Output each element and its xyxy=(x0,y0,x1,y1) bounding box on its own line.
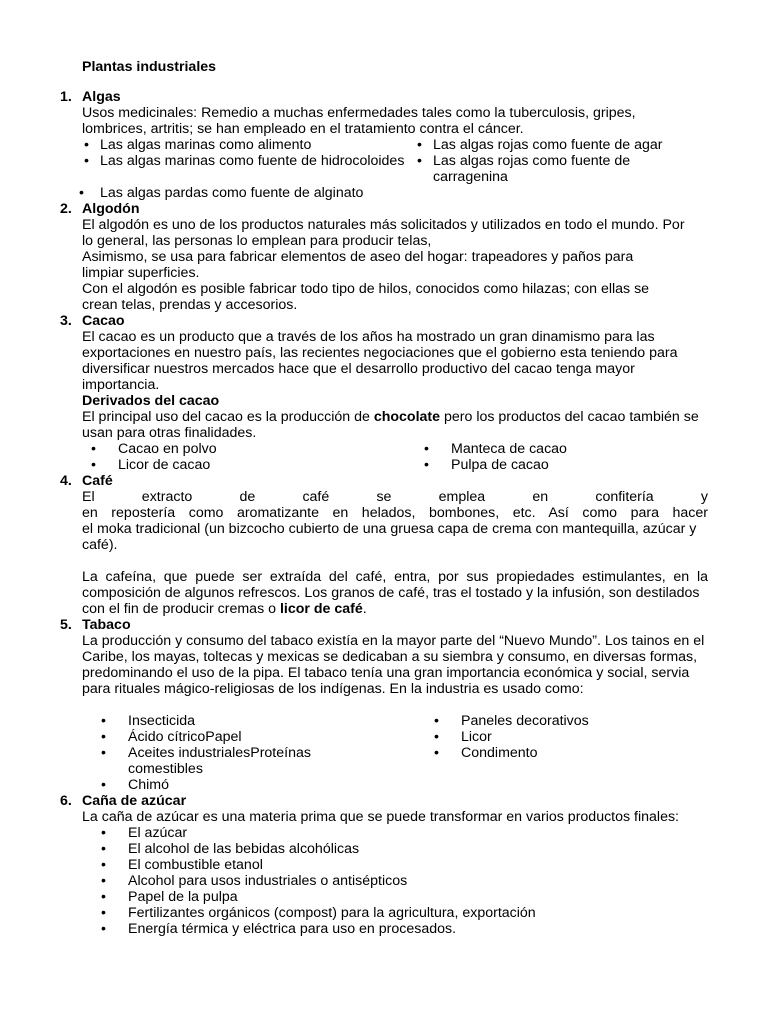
section-algas xyxy=(60,89,708,201)
bullet-columns xyxy=(82,137,708,185)
bullet-icon: • xyxy=(417,153,422,169)
section-number: 5. xyxy=(60,617,72,633)
section-heading: Tabaco xyxy=(82,617,131,633)
list-item: • Las algas marinas como fuente de hidrocoloides xyxy=(84,153,405,169)
bullet-columns xyxy=(82,441,708,473)
list-item: • Insecticida xyxy=(101,713,196,729)
list-item: • El azúcar xyxy=(101,825,188,841)
bullet-icon: • xyxy=(101,905,106,921)
bullet-icon: • xyxy=(101,873,106,889)
bullet-icon: • xyxy=(84,137,89,153)
section-heading: Café xyxy=(82,473,113,489)
list-item: • Licor de cacao xyxy=(91,457,211,473)
bullet-icon: • xyxy=(101,857,106,873)
bullet-columns xyxy=(82,713,708,793)
section-number: 1. xyxy=(60,89,72,105)
paragraph-line: Asimismo, se usa para fabricar elementos de aseo del hogar: trapeadores y paños para xyxy=(82,249,634,265)
bullet-icon: • xyxy=(91,441,96,457)
bullet-icon: • xyxy=(91,457,96,473)
paragraph-line: lombrices, artritis; se han empleado en el tratamiento contra el cáncer. xyxy=(82,121,524,137)
paragraph-line: Usos medicinales: Remedio a muchas enfermedades tales como la tuberculosis, gripes, xyxy=(82,105,636,121)
paragraph-line: Caribe, los mayas, toltecas y mexicas se dedicaban a su siembra y consumo, en diversas formas, xyxy=(82,649,698,665)
bullet-icon: • xyxy=(101,921,106,937)
paragraph-line: usan para otras finalidades. xyxy=(82,425,257,441)
paragraph-line: El cacao es un producto que a través de los años ha mostrado un gran dinamismo para las xyxy=(82,329,655,345)
bullet-icon: • xyxy=(101,729,106,745)
section-number: 2. xyxy=(60,201,72,217)
paragraph-line: el moka tradicional (un bizcocho cubierto de una gruesa capa de crema con mantequilla, azúcar y xyxy=(82,521,697,537)
bullet-icon: • xyxy=(79,185,84,201)
section-heading: Algas xyxy=(82,89,121,105)
bullet-list-left xyxy=(82,441,415,473)
list-item: • Chimó xyxy=(101,777,169,793)
bullet-icon: • xyxy=(101,889,106,905)
bullet-icon: • xyxy=(417,137,422,153)
bullet-icon: • xyxy=(101,777,106,793)
paragraph-line: La caña de azúcar es una materia prima que se puede transformar en varios productos finales: xyxy=(82,809,679,825)
bullet-icon: • xyxy=(101,825,106,841)
bullet-list-left xyxy=(82,713,415,793)
bullet-icon: • xyxy=(424,441,429,457)
document-page xyxy=(60,59,708,937)
bold-term: chocolate xyxy=(373,409,441,425)
bullet-list-left xyxy=(82,137,415,185)
paragraph-line: con el fin de producir cremas o licor de café. xyxy=(82,601,367,617)
list-item: • Fertilizantes orgánicos (compost) para la agricultura, exportación xyxy=(101,905,536,921)
paragraph-line: crean telas, prendas y accesorios. xyxy=(82,297,298,313)
bullet-icon: • xyxy=(424,457,429,473)
section-algodon xyxy=(60,201,708,313)
paragraph-line: para rituales mágico-religiosas de los indígenas. En la industria es usado como: xyxy=(82,681,584,697)
list-item: • Las algas rojas como fuente de carragenina xyxy=(417,153,631,185)
list-item: • Pulpa de cacao xyxy=(424,457,549,473)
list-item: • Manteca de cacao xyxy=(424,441,567,457)
list-item: • Paneles decorativos xyxy=(434,713,589,729)
bullet-list-right xyxy=(415,713,675,793)
list-item: • El combustible etanol xyxy=(101,857,263,873)
section-number: 3. xyxy=(60,313,72,329)
list-item: • Cacao en polvo xyxy=(91,441,217,457)
paragraph-line: composición de algunos refrescos. Los granos de café, tras el tostado y la infusión, son destilados xyxy=(82,585,700,601)
list-item: • Energía térmica y eléctrica para uso en procesados. xyxy=(101,921,457,937)
bullet-icon: • xyxy=(434,745,439,761)
bullet-icon: • xyxy=(434,713,439,729)
section-heading: Cacao xyxy=(82,313,125,329)
list-item: • Papel de la pulpa xyxy=(101,889,238,905)
list-item: • Las algas rojas como fuente de agar xyxy=(417,137,663,153)
bullet-icon: • xyxy=(101,713,106,729)
bullet-icon: • xyxy=(101,745,106,761)
bullet-list-right xyxy=(415,137,675,185)
paragraph-line: café). xyxy=(82,537,118,553)
bold-term: licor de café xyxy=(279,601,363,617)
bullet-icon: • xyxy=(84,153,89,169)
bullet-list xyxy=(79,185,708,201)
section-heading: Caña de azúcar xyxy=(82,793,187,809)
section-cana xyxy=(60,793,708,937)
paragraph-line: lo general, las personas lo emplean para producir telas, xyxy=(82,233,432,249)
paragraph-line: El algodón es uno de los productos naturales más solicitados y utilizados en todo el mundo. Por xyxy=(82,217,685,233)
document-title: Plantas industriales xyxy=(82,59,217,75)
list-item: • Aceites industrialesProteínas comestibles xyxy=(101,745,311,777)
paragraph-line: en repostería como aromatizante en helados, bombones, etc. Así como para hacer xyxy=(82,505,708,521)
bullet-icon: • xyxy=(434,729,439,745)
paragraph-line: importancia. xyxy=(82,377,160,393)
list-item: • Condimento xyxy=(434,745,538,761)
section-number: 6. xyxy=(60,793,72,809)
bullet-icon: • xyxy=(101,841,106,857)
section-cacao xyxy=(60,313,708,473)
paragraph-line: La cafeína, que puede ser extraída del café, entra, por sus propiedades estimulantes, en la xyxy=(82,569,708,585)
bullet-list xyxy=(82,825,708,937)
paragraph-line: El principal uso del cacao es la producción de chocolate pero los productos del cacao también se xyxy=(82,409,699,425)
subsection-heading: Derivados del cacao xyxy=(82,393,220,409)
bullet-list-right xyxy=(415,441,675,473)
paragraph-line: exportaciones en nuestro país, las recientes negociaciones que el gobierno esta teniendo para xyxy=(82,345,678,361)
paragraph-line: diversificar nuestros mercados hace que el desarrollo productivo del cacao tenga mayor xyxy=(82,361,635,377)
section-cafe xyxy=(60,473,708,617)
paragraph-line: predominando el uso de la pipa. El tabaco tenía una gran importancia económica y social, servia xyxy=(82,665,690,681)
paragraph-line: limpiar superficies. xyxy=(82,265,200,281)
paragraph-line: Con el algodón es posible fabricar todo tipo de hilos, conocidos como hilazas; con ellas se xyxy=(82,281,650,297)
section-heading: Algodón xyxy=(82,201,140,217)
list-item: • Licor xyxy=(434,729,492,745)
section-number: 4. xyxy=(60,473,72,489)
list-item: • El alcohol de las bebidas alcohólicas xyxy=(101,841,360,857)
section-tabaco xyxy=(60,617,708,793)
list-item: • Las algas pardas como fuente de alginato xyxy=(79,185,364,201)
list-item: • Alcohol para usos industriales o antisépticos xyxy=(101,873,408,889)
paragraph-line: La producción y consumo del tabaco existía en la mayor parte del “Nuevo Mundo”. Los tainos en el xyxy=(82,633,705,649)
list-item: • Ácido cítricoPapel xyxy=(101,729,242,745)
paragraph-line: El extracto de café se emplea en confitería y xyxy=(82,489,708,505)
list-item: • Las algas marinas como alimento xyxy=(84,137,312,153)
